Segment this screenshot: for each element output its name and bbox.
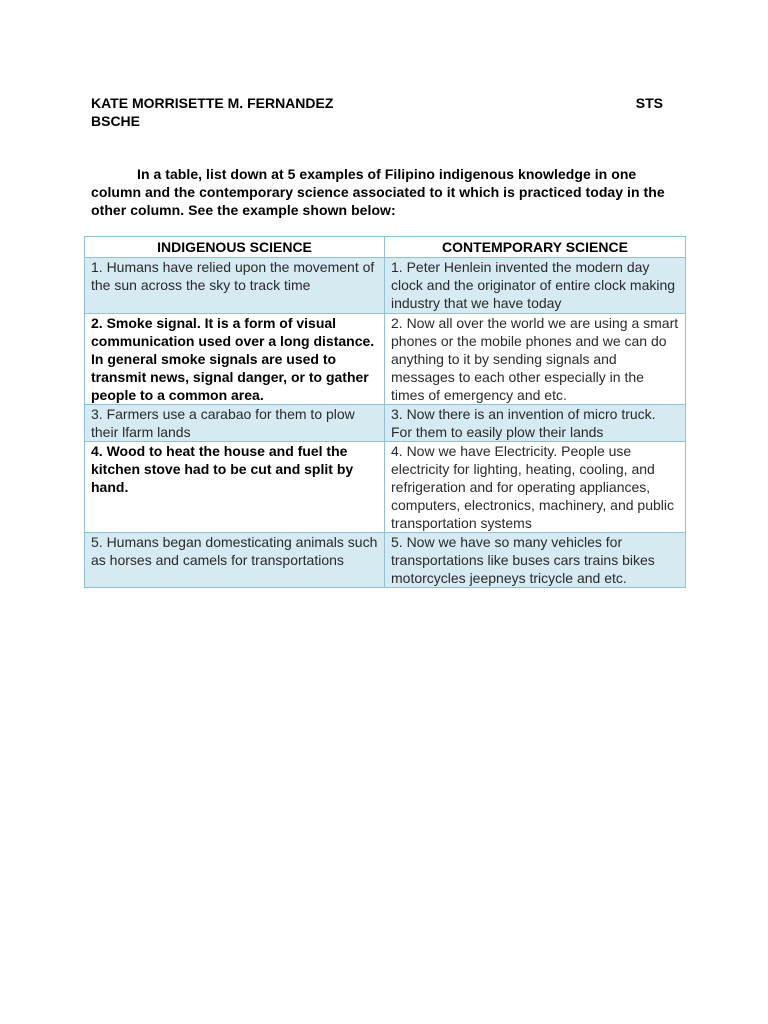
indigenous-cell: 4. Wood to heat the house and fuel the kitchen stove had to be cut and split by hand. [85,442,385,533]
contemporary-cell: 1. Peter Henlein invented the modern day clock and the originator of entire clock making industry that we have today [385,258,686,314]
column-header-indigenous: INDIGENOUS SCIENCE [85,237,385,258]
instructions-text: In a table, list down at 5 examples of Filipino indigenous knowledge in one column and the contemporary science associated to it which is practiced today in the other column. See the example shown below: [91,166,665,218]
program-code: BSCHE [91,113,141,129]
contemporary-cell: 2. Now all over the world we are using a smart phones or the mobile phones and we can do anything to it by sending signals and messages to each other especially in the times of emergency and etc. [385,314,686,405]
author-name: KATE MORRISETTE M. FERNANDEZ [91,95,334,111]
instructions-paragraph [91,165,681,219]
table-row [85,405,686,442]
table-row [85,258,686,314]
table-row [85,314,686,405]
table-row [85,442,686,533]
table-row [85,533,686,588]
table-header-row [85,237,686,258]
contemporary-cell: 5. Now we have so many vehicles for transportations like buses cars trains bikes motorcycles jeepneys tricycle and etc. [385,533,686,588]
indigenous-cell: 3. Farmers use a carabao for them to plow their lfarm lands [85,405,385,442]
contemporary-cell: 4. Now we have Electricity. People use electricity for lighting, heating, cooling, and refrigeration and for operating appliances, computers, electronics, machinery, and public transportation systems [385,442,686,533]
knowledge-table [84,236,686,588]
indigenous-cell: 5. Humans began domesticating animals such as horses and camels for transportations [85,533,385,588]
subject-code: STS [635,95,663,111]
indigenous-cell: 2. Smoke signal. It is a form of visual communication used over a long distance. In general smoke signals are used to transmit news, signal danger, or to gather people to a common area. [85,314,385,405]
contemporary-cell: 3. Now there is an invention of micro truck. For them to easily plow their lands [385,405,686,442]
column-header-contemporary: CONTEMPORARY SCIENCE [385,237,686,258]
indigenous-cell: 1. Humans have relied upon the movement of the sun across the sky to track time [85,258,385,314]
document-header [91,94,663,130]
